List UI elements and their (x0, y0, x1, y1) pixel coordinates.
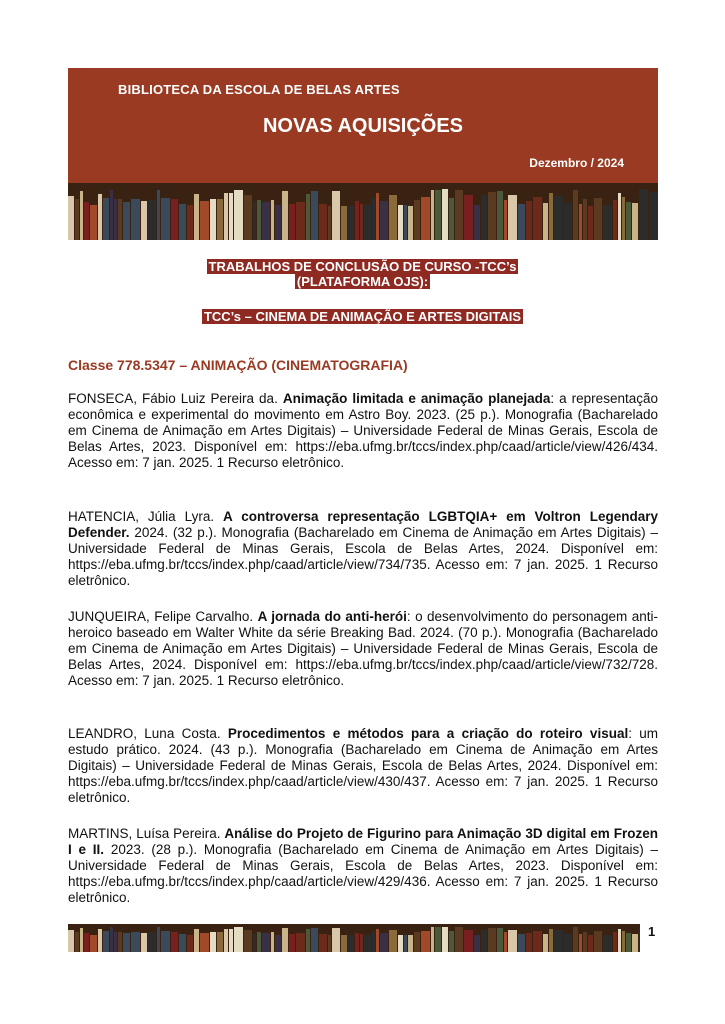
book-spine (414, 932, 420, 952)
bibliography-entry (68, 826, 658, 906)
entry-title: A jornada do anti-herói (257, 609, 407, 624)
entry-details: : a representação econômica e experimental do movimento em Astro Boy. 2023. (25 p.). Monografia (Bacharelado em Cinema de Animação em Artes Digitais) – Universidade Federal de Minas Gerais, Escola de Belas Artes, 2023. Disponível em: https://eba.ufmg.br/tccs/index.php/caad/article/view/426/434. Acesso em: 7 jan. 2025. 1 Recurso eletrônico. (68, 391, 658, 470)
book-spine (464, 195, 473, 240)
bibliography-entry (68, 391, 658, 471)
book-spine (533, 931, 542, 952)
book-spine (210, 199, 216, 240)
book-spine (80, 928, 83, 952)
footer-bookshelf-image (68, 924, 640, 952)
book-spine (497, 191, 503, 240)
book-spine (618, 193, 621, 240)
book-spine (497, 928, 503, 952)
book-spine (583, 932, 587, 952)
book-spine (90, 205, 97, 240)
book-spine (488, 928, 496, 952)
book-spine (271, 932, 274, 952)
book-spine (526, 201, 532, 240)
bookshelf-image (68, 183, 658, 240)
book-spine (194, 194, 199, 240)
entry-title: A controversa representação LGBTQIA+ em Voltron Legendary Defender. (68, 509, 658, 540)
book-spine (210, 932, 216, 952)
book-spine (518, 934, 525, 952)
book-spine (98, 929, 102, 952)
book-spine (275, 205, 281, 240)
book-spine (161, 198, 170, 240)
book-spine (171, 199, 178, 240)
book-spine (328, 935, 331, 952)
entry-author: MARTINS, Luísa Pereira. (68, 826, 221, 841)
section-heading-tcc (0, 259, 725, 289)
book-spine (398, 935, 403, 952)
book-spine (200, 201, 209, 240)
book-spine (80, 191, 83, 240)
book-spine (161, 931, 170, 952)
book-spine (262, 202, 270, 240)
book-spine (103, 931, 109, 952)
book-spine (632, 203, 638, 240)
book-spine (579, 204, 582, 240)
book-spine (271, 200, 274, 240)
book-spine (649, 192, 658, 240)
header-banner (68, 68, 658, 240)
book-spine (253, 201, 256, 240)
book-spine (632, 934, 638, 952)
book-spine (217, 932, 223, 952)
book-spine (110, 927, 113, 952)
book-spine (244, 195, 252, 240)
entry-author: LEANDRO, Luna Costa. (68, 726, 221, 741)
book-spine (481, 195, 487, 240)
book-spine (229, 929, 233, 952)
entry-author: JUNQUEIRA, Felipe Carvalho. (68, 609, 254, 624)
entry-details: : um estudo prático. 2024. (43 p.). Monografia (Bacharelado em Cinema de Animação em Artes Digitais) – Universidade Federal de Minas Gerais, Escola de Belas Artes, 2024. Disponível em: https://eba.ufmg.br/tccs/index.php/caad/article/view/430/437. Acesso em: 7 jan. 2025. 1 Recurso eletrônico. (68, 726, 658, 805)
entry-title: Análise do Projeto de Figurino para Animação 3D digital em Frozen I e II. (68, 826, 658, 857)
book-spine (474, 935, 480, 952)
book-spine (90, 935, 97, 952)
book-spine (179, 204, 186, 240)
book-spine (319, 204, 327, 240)
book-spine (579, 934, 582, 952)
book-spine (618, 929, 621, 952)
book-spine (75, 199, 79, 240)
book-spine (549, 193, 553, 240)
book-spine (639, 927, 640, 952)
book-spine (389, 195, 397, 240)
library-name: BIBLIOTECA DA ESCOLA DE BELAS ARTES (118, 82, 400, 97)
book-spine (543, 203, 548, 240)
book-spine (234, 927, 243, 952)
book-spine (332, 191, 340, 240)
book-spine (583, 199, 587, 240)
book-spine (123, 202, 130, 240)
book-spine (372, 931, 375, 952)
book-spine (474, 205, 480, 240)
book-spine (435, 190, 441, 240)
book-spine (554, 930, 563, 952)
book-spine (364, 205, 371, 240)
book-spine (408, 206, 413, 240)
book-spine (306, 194, 310, 240)
book-spine (131, 199, 140, 240)
book-spine (431, 927, 434, 952)
book-spine (171, 932, 178, 952)
book-spine (421, 931, 430, 952)
book-spine (414, 200, 420, 240)
book-spine (200, 933, 209, 952)
book-spine (431, 190, 434, 240)
page-number: 1 (648, 924, 656, 939)
book-spine (282, 928, 288, 952)
book-spine (488, 192, 496, 240)
book-spine (404, 205, 407, 240)
book-spine (449, 198, 454, 240)
book-spine (626, 202, 631, 240)
book-spine (257, 932, 261, 952)
book-spine (518, 204, 525, 240)
book-spine (549, 929, 553, 952)
book-spine (408, 935, 413, 952)
book-spine (372, 198, 375, 240)
book-spine (455, 190, 463, 240)
book-spine (389, 930, 397, 952)
book-spine (289, 204, 295, 240)
book-spine (564, 203, 572, 240)
book-spine (84, 202, 89, 240)
book-spine (348, 935, 354, 952)
book-spine (481, 930, 487, 952)
bibliography-entry (68, 609, 658, 689)
book-spine (123, 933, 130, 952)
book-spine (262, 933, 270, 952)
entry-details: 2024. (32 p.). Monografia (Bacharelado em Cinema de Animação em Artes Digitais) – Universidade Federal de Minas Gerais, Escola de Belas Artes, 2024. Disponível em: https://eba.ufmg.br/tccs/index.php/caad/article/view/734/735. Acesso em: 7 jan. 2025. 1 Recurso eletrônico. (68, 525, 658, 588)
book-spine (435, 927, 441, 952)
book-spine (421, 197, 430, 240)
book-spine (296, 933, 305, 952)
book-spine (229, 193, 233, 240)
book-spine (234, 190, 243, 240)
book-spine (355, 933, 359, 952)
book-spine (526, 933, 532, 952)
course-heading: TCC’s – CINEMA DE ANIMAÇÃO E ARTES DIGITAIS (203, 309, 522, 324)
book-spine (187, 205, 193, 240)
book-spine (622, 931, 625, 952)
book-spine (311, 191, 318, 240)
book-spine (543, 934, 548, 952)
book-spine (573, 927, 578, 952)
book-spine (296, 202, 305, 240)
book-spine (282, 191, 288, 240)
book-spine (98, 194, 102, 240)
book-spine (75, 932, 79, 952)
book-spine (380, 201, 388, 240)
book-spine (376, 193, 379, 240)
book-spine (613, 932, 617, 952)
book-spine (455, 927, 463, 952)
book-spine (341, 935, 347, 952)
book-spine (179, 934, 186, 952)
book-spine (289, 934, 295, 952)
book-spine (341, 206, 347, 240)
book-spine (68, 930, 74, 952)
issue-date: Dezembro / 2024 (529, 156, 624, 170)
page-title: NOVAS AQUISIÇÕES (262, 115, 464, 137)
bibliography-entry (68, 509, 658, 589)
book-spine (332, 928, 340, 952)
book-spine (84, 933, 89, 952)
book-spine (564, 934, 572, 952)
book-spine (364, 935, 371, 952)
book-spine (157, 927, 160, 952)
book-spine (504, 932, 507, 952)
book-spine (376, 929, 379, 952)
book-spine (360, 934, 363, 952)
bibliography-entry (68, 726, 658, 806)
book-spine (118, 932, 122, 952)
book-spine (157, 190, 160, 240)
book-spine (131, 932, 140, 952)
book-spine (533, 197, 542, 240)
book-spine (622, 197, 625, 240)
book-spine (380, 933, 388, 952)
book-spine (508, 195, 517, 240)
book-spine (639, 189, 648, 240)
book-spine (594, 931, 602, 952)
entry-title: Procedimentos e métodos para a criação do roteiro visual (227, 726, 629, 741)
entry-details: : o desenvolvimento do personagem anti-heroico baseado em Walter White da série Breaking Bad. 2024. (70 p.). Monografia (Bacharelado em Cinema de Animação em Artes Digitais) – Universidade Federal de Minas Gerais, Escola de Belas Artes, 2024. Disponível em: https://eba.ufmg.br/tccs/index.php/caad/article/view/732/728. Acesso em: 7 jan. 2025. 1 Recurso eletrônico. (68, 609, 658, 688)
book-spine (253, 933, 256, 952)
book-spine (275, 935, 281, 952)
book-spine (328, 206, 331, 240)
book-spine (573, 190, 578, 240)
book-spine (588, 206, 593, 240)
book-spine (114, 932, 117, 952)
book-spine (554, 196, 563, 240)
book-spine (148, 932, 156, 952)
book-spine (224, 929, 228, 952)
book-spine (613, 200, 617, 240)
book-spine (449, 931, 454, 952)
book-spine (244, 930, 252, 952)
book-spine (360, 204, 363, 240)
book-spine (603, 935, 612, 952)
book-spine (398, 205, 403, 240)
classification-heading: Classe 778.5347 – ANIMAÇÃO (CINEMATOGRAFIA) (68, 357, 408, 373)
book-spine (103, 198, 109, 240)
book-spine (404, 935, 407, 952)
entry-title: Animação limitada e animação planejada (282, 391, 551, 406)
entry-details: 2023. (28 p.). Monografia (Bacharelado em Cinema de Animação em Artes Digitais) – Universidade Federal de Minas Gerais, Escola de Belas Artes, 2023. Disponível em: https://eba.ufmg.br/tccs/index.php/caad/article/view/429/436. Acesso em: 7 jan. 2025. 1 Recurso eletrônico. (68, 842, 658, 905)
book-spine (464, 930, 473, 952)
book-spine (603, 205, 612, 240)
book-spine (224, 193, 228, 240)
book-spine (141, 201, 147, 240)
book-spine (442, 189, 448, 240)
book-spine (594, 198, 602, 240)
book-spine (257, 200, 261, 240)
book-spine (110, 190, 113, 240)
book-spine (508, 930, 517, 952)
section-heading-tcc-line2: (PLATAFORMA OJS): (296, 274, 429, 289)
book-spine (348, 206, 354, 240)
section-heading-tcc-line1: TRABALHOS DE CONCLUSÃO DE CURSO -TCC’s (208, 259, 517, 274)
book-spine (68, 196, 74, 240)
book-spine (141, 933, 147, 952)
book-spine (504, 200, 507, 240)
book-spine (148, 200, 156, 240)
book-spine (319, 934, 327, 952)
book-spine (217, 199, 223, 240)
book-spine (442, 927, 448, 952)
book-spine (355, 201, 359, 240)
book-spine (187, 935, 193, 952)
entry-author: FONSECA, Fábio Luiz Pereira da. (68, 391, 278, 406)
entry-author: HATENCIA, Júlia Lyra. (68, 509, 215, 524)
book-spine (194, 929, 199, 952)
book-spine (306, 929, 310, 952)
book-spine (114, 199, 117, 240)
section-heading-course (0, 309, 725, 324)
book-spine (118, 199, 122, 240)
book-spine (588, 935, 593, 952)
book-spine (626, 933, 631, 952)
book-spine (311, 928, 318, 952)
